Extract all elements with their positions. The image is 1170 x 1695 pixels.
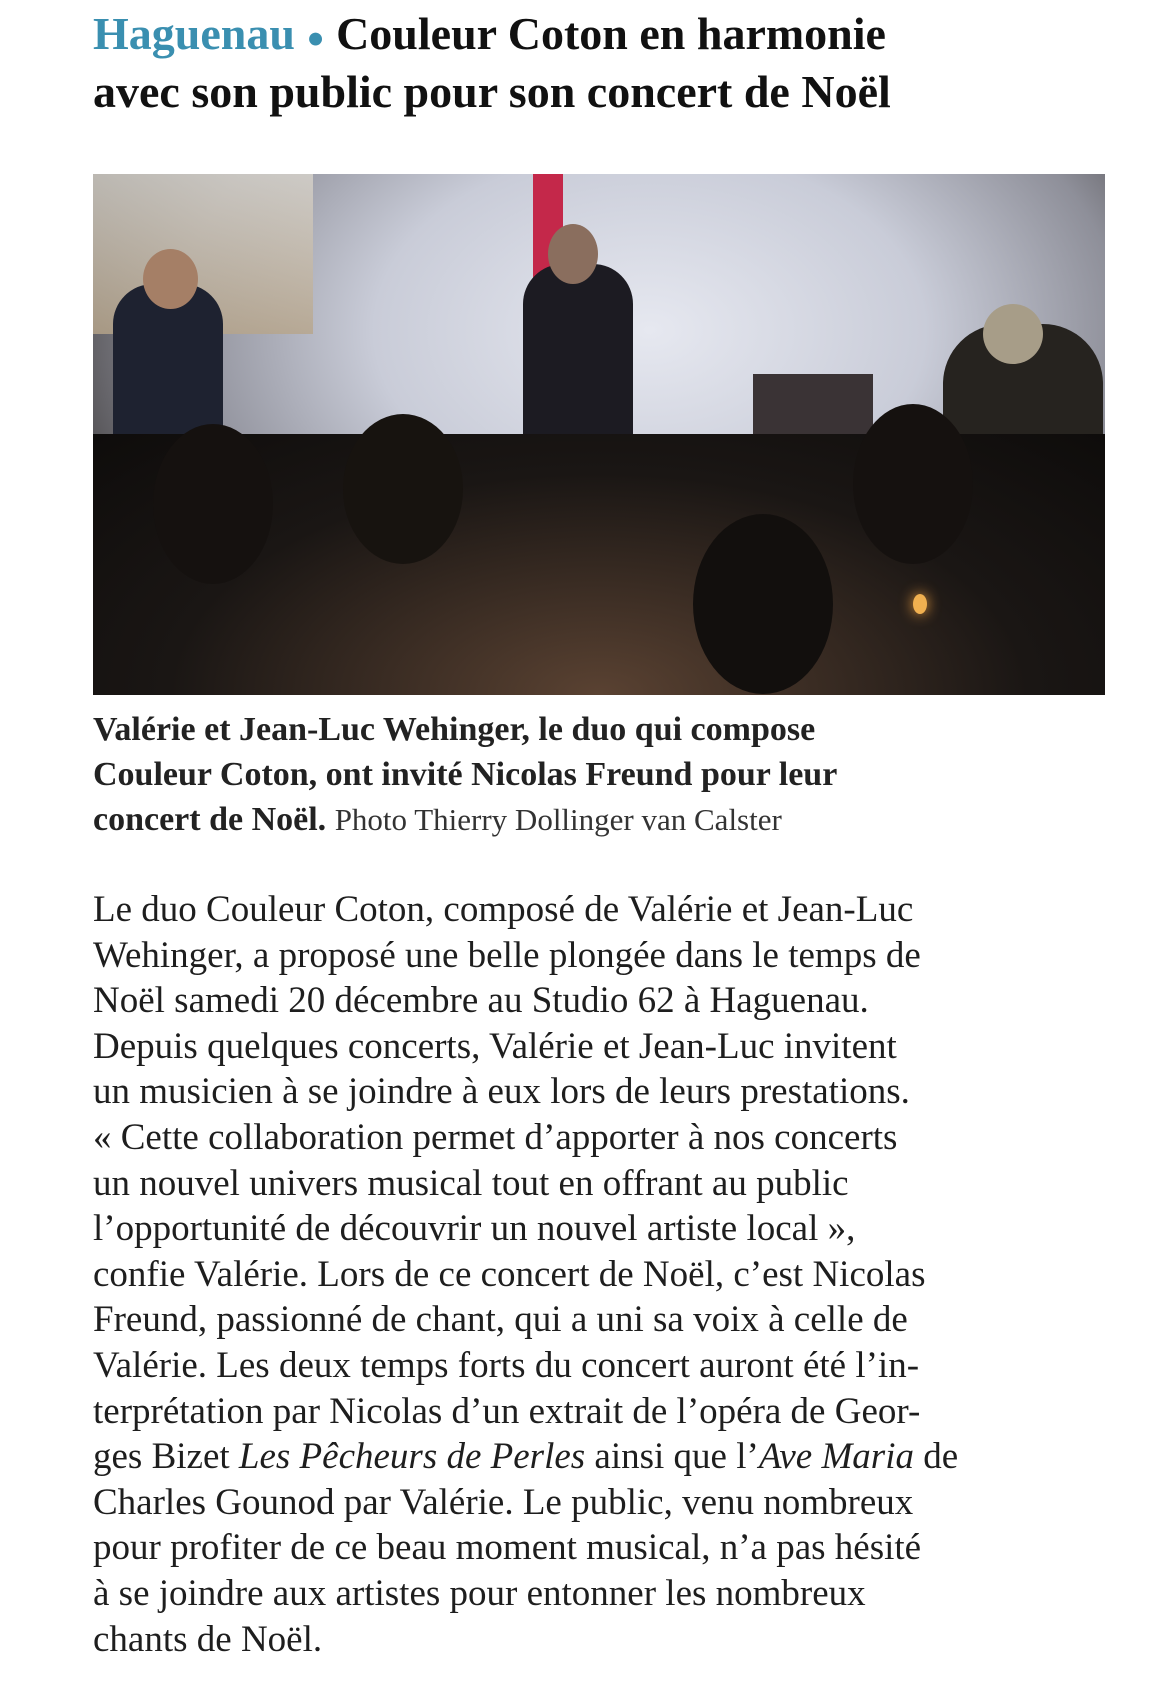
opera-title: Les Pêcheurs de Perles <box>238 1436 586 1478</box>
caption-line <box>93 797 782 842</box>
body-line: Depuis quelques concerts, Valérie et Jean-Luc invitent <box>93 1025 897 1067</box>
body-line: terprétation par Nicolas d’un extrait de l’opéra de Geor- <box>93 1390 921 1432</box>
bullet-icon: ● <box>306 21 325 55</box>
body-text: ges Bizet <box>93 1436 239 1478</box>
body-line: Le duo Couleur Coton, composé de Valérie et Jean-Luc <box>93 889 914 930</box>
concert-photo <box>93 174 1105 695</box>
body-line: à se joindre aux artistes pour entonner les nombreux <box>93 1573 866 1614</box>
body-line: Freund, passionné de chant, qui a uni sa voix à celle de <box>93 1299 908 1341</box>
body-line: « Cette collaboration permet d’apporter à nos concerts <box>93 1117 898 1158</box>
body-text: de <box>913 1436 959 1478</box>
headline-line-1 <box>93 6 886 66</box>
body-line <box>93 1434 958 1479</box>
caption-line: Valérie et Jean-Luc Wehinger, le duo qui compose <box>93 711 816 748</box>
photo-credit: Photo Thierry Dollinger van Calster <box>334 802 782 837</box>
headline-text: Couleur Coton en harmonie <box>336 8 886 59</box>
caption-line: Couleur Coton, ont invité Nicolas Freund pour leur <box>93 756 838 793</box>
song-title: Ave Maria <box>758 1436 914 1478</box>
body-line: un nouvel univers musical tout en offrant au public <box>93 1162 849 1204</box>
location-kicker: Haguenau <box>93 8 295 59</box>
headline-line-2: avec son public pour son concert de Noël <box>93 66 891 117</box>
body-line: l’opportunité de découvrir un nouvel artiste local », <box>93 1208 856 1250</box>
body-line: pour profiter de ce beau moment musical, n’a pas hésité <box>93 1527 922 1569</box>
body-line: chants de Noël. <box>93 1618 323 1660</box>
body-line: Noël samedi 20 décembre au Studio 62 à Haguenau. <box>93 980 869 1022</box>
body-line: un musicien à se joindre à eux lors de leurs prestations. <box>93 1071 910 1113</box>
body-text: ainsi que l’ <box>585 1436 759 1478</box>
body-line: Charles Gounod par Valérie. Le public, venu nombreux <box>93 1481 914 1523</box>
body-line: Valérie. Les deux temps forts du concert auront été l’in- <box>93 1345 920 1386</box>
body-line: Wehinger, a proposé une belle plongée dans le temps de <box>93 934 921 976</box>
caption-text: concert de Noël. <box>93 801 327 838</box>
body-line: confie Valérie. Lors de ce concert de Noël, c’est Nicolas <box>93 1253 926 1295</box>
